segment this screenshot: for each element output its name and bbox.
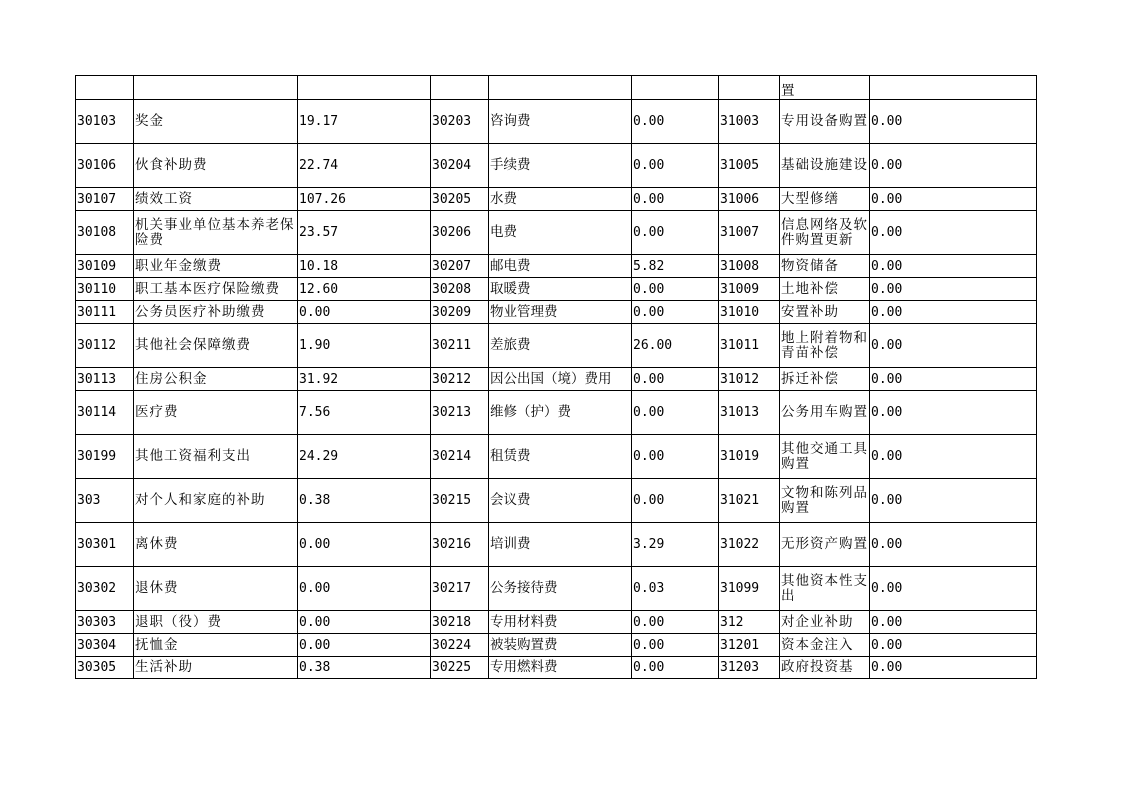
table-cell: 31005 bbox=[719, 144, 780, 188]
table-cell: 0.00 bbox=[632, 144, 719, 188]
table-cell: 其他工资福利支出 bbox=[134, 435, 298, 479]
table-cell: 其他交通工具购置 bbox=[780, 435, 870, 479]
table-cell: 30112 bbox=[76, 324, 134, 368]
table-cell: 基础设施建设 bbox=[780, 144, 870, 188]
table-cell: 30218 bbox=[431, 611, 489, 634]
table-cell: 0.00 bbox=[298, 523, 431, 567]
table-cell: 107.26 bbox=[298, 188, 431, 211]
table-cell: 10.18 bbox=[298, 255, 431, 278]
table-cell: 12.60 bbox=[298, 278, 431, 301]
table-cell: 0.00 bbox=[632, 391, 719, 435]
table-cell: 24.29 bbox=[298, 435, 431, 479]
table-cell: 安置补助 bbox=[780, 301, 870, 324]
table-cell: 31021 bbox=[719, 479, 780, 523]
table-row bbox=[76, 368, 1037, 391]
table-cell: 信息网络及软件购置更新 bbox=[780, 211, 870, 255]
table-cell: 30113 bbox=[76, 368, 134, 391]
table-row bbox=[76, 523, 1037, 567]
table-cell: 0.00 bbox=[870, 100, 1037, 144]
table-cell: 30215 bbox=[431, 479, 489, 523]
table-row bbox=[76, 301, 1037, 324]
table-body bbox=[76, 76, 1037, 679]
table-cell: 维修（护）费 bbox=[489, 391, 632, 435]
table-cell: 30208 bbox=[431, 278, 489, 301]
table-cell: 医疗费 bbox=[134, 391, 298, 435]
table-cell: 30206 bbox=[431, 211, 489, 255]
table-cell: 差旅费 bbox=[489, 324, 632, 368]
table-cell: 0.00 bbox=[870, 144, 1037, 188]
table-cell bbox=[632, 76, 719, 100]
table-cell: 公务接待费 bbox=[489, 567, 632, 611]
table-cell: 30216 bbox=[431, 523, 489, 567]
table-cell: 30225 bbox=[431, 657, 489, 679]
table-cell: 30203 bbox=[431, 100, 489, 144]
table-cell: 0.00 bbox=[870, 255, 1037, 278]
table-row bbox=[76, 144, 1037, 188]
table-cell: 地上附着物和青苗补偿 bbox=[780, 324, 870, 368]
table-cell: 公务用车购置 bbox=[780, 391, 870, 435]
table-cell: 312 bbox=[719, 611, 780, 634]
table-cell: 专用设备购置 bbox=[780, 100, 870, 144]
table-cell: 政府投资基 bbox=[780, 657, 870, 679]
table-cell: 26.00 bbox=[632, 324, 719, 368]
table-cell: 5.82 bbox=[632, 255, 719, 278]
table-cell: 30199 bbox=[76, 435, 134, 479]
table-cell: 30214 bbox=[431, 435, 489, 479]
table-cell: 0.00 bbox=[870, 657, 1037, 679]
table-cell: 伙食补助费 bbox=[134, 144, 298, 188]
table-cell: 公务员医疗补助缴费 bbox=[134, 301, 298, 324]
table-cell: 30205 bbox=[431, 188, 489, 211]
table-cell: 30224 bbox=[431, 634, 489, 657]
table-cell: 31007 bbox=[719, 211, 780, 255]
table-cell: 其他社会保障缴费 bbox=[134, 324, 298, 368]
table-row bbox=[76, 278, 1037, 301]
table-row bbox=[76, 391, 1037, 435]
table-cell: 31099 bbox=[719, 567, 780, 611]
table-cell: 31.92 bbox=[298, 368, 431, 391]
table-cell: 置 bbox=[780, 76, 870, 100]
table-cell: 抚恤金 bbox=[134, 634, 298, 657]
table-cell: 31010 bbox=[719, 301, 780, 324]
table-cell: 30103 bbox=[76, 100, 134, 144]
table-cell: 0.00 bbox=[870, 368, 1037, 391]
table-cell: 培训费 bbox=[489, 523, 632, 567]
table-cell: 0.00 bbox=[870, 567, 1037, 611]
table-cell: 0.00 bbox=[870, 611, 1037, 634]
table-cell: 31006 bbox=[719, 188, 780, 211]
table-cell: 30111 bbox=[76, 301, 134, 324]
table-cell: 30305 bbox=[76, 657, 134, 679]
table-cell: 被装购置费 bbox=[489, 634, 632, 657]
table-cell: 23.57 bbox=[298, 211, 431, 255]
table-cell: 0.00 bbox=[632, 301, 719, 324]
table-cell: 30108 bbox=[76, 211, 134, 255]
table-cell: 31012 bbox=[719, 368, 780, 391]
table-cell: 0.00 bbox=[632, 278, 719, 301]
table-cell: 0.00 bbox=[632, 435, 719, 479]
table-cell: 0.00 bbox=[870, 301, 1037, 324]
table-cell: 0.00 bbox=[632, 479, 719, 523]
table-cell: 31019 bbox=[719, 435, 780, 479]
table-cell: 离休费 bbox=[134, 523, 298, 567]
table-cell: 资本金注入 bbox=[780, 634, 870, 657]
table-cell: 30207 bbox=[431, 255, 489, 278]
table-cell: 19.17 bbox=[298, 100, 431, 144]
table-cell: 30211 bbox=[431, 324, 489, 368]
table-cell: 3.29 bbox=[632, 523, 719, 567]
table-row bbox=[76, 634, 1037, 657]
table-cell: 0.00 bbox=[632, 368, 719, 391]
table-cell: 30109 bbox=[76, 255, 134, 278]
table-cell: 7.56 bbox=[298, 391, 431, 435]
table-cell: 对个人和家庭的补助 bbox=[134, 479, 298, 523]
table-cell: 拆迁补偿 bbox=[780, 368, 870, 391]
table-cell: 对企业补助 bbox=[780, 611, 870, 634]
table-cell: 因公出国（境）费用 bbox=[489, 368, 632, 391]
table-cell: 30217 bbox=[431, 567, 489, 611]
table-cell: 专用材料费 bbox=[489, 611, 632, 634]
table-cell: 文物和陈列品购置 bbox=[780, 479, 870, 523]
table-cell: 土地补偿 bbox=[780, 278, 870, 301]
table-cell: 0.00 bbox=[298, 301, 431, 324]
table-cell: 31203 bbox=[719, 657, 780, 679]
table-cell: 0.00 bbox=[632, 211, 719, 255]
table-cell bbox=[870, 76, 1037, 100]
table-cell: 31022 bbox=[719, 523, 780, 567]
table-cell: 31009 bbox=[719, 278, 780, 301]
table-cell: 其他资本性支出 bbox=[780, 567, 870, 611]
table-cell: 取暖费 bbox=[489, 278, 632, 301]
table-cell: 会议费 bbox=[489, 479, 632, 523]
table-cell: 0.00 bbox=[870, 278, 1037, 301]
table-cell: 0.00 bbox=[870, 479, 1037, 523]
table-cell bbox=[719, 76, 780, 100]
table-cell: 30107 bbox=[76, 188, 134, 211]
table-cell: 租赁费 bbox=[489, 435, 632, 479]
table-cell: 0.00 bbox=[870, 435, 1037, 479]
table-cell: 30301 bbox=[76, 523, 134, 567]
table-cell: 30213 bbox=[431, 391, 489, 435]
table-cell: 1.90 bbox=[298, 324, 431, 368]
table-cell: 机关事业单位基本养老保险费 bbox=[134, 211, 298, 255]
table-cell bbox=[298, 76, 431, 100]
table-cell bbox=[134, 76, 298, 100]
table-cell: 0.00 bbox=[632, 100, 719, 144]
budget-expenditure-table bbox=[75, 75, 1037, 679]
table-cell: 0.00 bbox=[870, 634, 1037, 657]
table-row bbox=[76, 76, 1037, 100]
table-cell: 0.00 bbox=[298, 567, 431, 611]
table-cell: 0.00 bbox=[632, 657, 719, 679]
table-row bbox=[76, 479, 1037, 523]
table-cell: 0.00 bbox=[298, 611, 431, 634]
table-cell: 0.00 bbox=[298, 634, 431, 657]
table-cell: 邮电费 bbox=[489, 255, 632, 278]
table-cell: 无形资产购置 bbox=[780, 523, 870, 567]
table-cell bbox=[76, 76, 134, 100]
table-cell: 物业管理费 bbox=[489, 301, 632, 324]
table-cell: 31201 bbox=[719, 634, 780, 657]
table-cell: 303 bbox=[76, 479, 134, 523]
table-cell: 30304 bbox=[76, 634, 134, 657]
table-cell: 31003 bbox=[719, 100, 780, 144]
table-row bbox=[76, 435, 1037, 479]
table-cell: 0.00 bbox=[870, 391, 1037, 435]
table-cell: 0.00 bbox=[870, 523, 1037, 567]
table-cell: 绩效工资 bbox=[134, 188, 298, 211]
table-cell: 退休费 bbox=[134, 567, 298, 611]
table-cell: 手续费 bbox=[489, 144, 632, 188]
table-cell: 30303 bbox=[76, 611, 134, 634]
table-cell: 31013 bbox=[719, 391, 780, 435]
table-cell: 0.38 bbox=[298, 479, 431, 523]
table-cell: 30209 bbox=[431, 301, 489, 324]
table-cell: 住房公积金 bbox=[134, 368, 298, 391]
table-cell: 30110 bbox=[76, 278, 134, 301]
table-cell: 电费 bbox=[489, 211, 632, 255]
table-cell: 22.74 bbox=[298, 144, 431, 188]
table-cell bbox=[489, 76, 632, 100]
table-cell: 30212 bbox=[431, 368, 489, 391]
table-row bbox=[76, 100, 1037, 144]
table-cell: 31011 bbox=[719, 324, 780, 368]
table-cell: 职工基本医疗保险缴费 bbox=[134, 278, 298, 301]
table-cell: 30302 bbox=[76, 567, 134, 611]
table-cell: 咨询费 bbox=[489, 100, 632, 144]
table-row bbox=[76, 255, 1037, 278]
table-cell: 水费 bbox=[489, 188, 632, 211]
table-cell: 30106 bbox=[76, 144, 134, 188]
table-row bbox=[76, 567, 1037, 611]
table-cell: 0.03 bbox=[632, 567, 719, 611]
table-cell: 31008 bbox=[719, 255, 780, 278]
table-cell: 0.00 bbox=[870, 324, 1037, 368]
table-cell: 0.00 bbox=[632, 634, 719, 657]
table-cell: 0.00 bbox=[870, 211, 1037, 255]
table-cell: 0.00 bbox=[870, 188, 1037, 211]
table-cell: 0.00 bbox=[632, 611, 719, 634]
table-cell: 0.00 bbox=[632, 188, 719, 211]
table-cell: 奖金 bbox=[134, 100, 298, 144]
table-row bbox=[76, 324, 1037, 368]
table-row bbox=[76, 657, 1037, 679]
table-row bbox=[76, 611, 1037, 634]
table-cell: 专用燃料费 bbox=[489, 657, 632, 679]
table-row bbox=[76, 211, 1037, 255]
table-cell: 生活补助 bbox=[134, 657, 298, 679]
table-cell: 退职（役）费 bbox=[134, 611, 298, 634]
table-cell: 物资储备 bbox=[780, 255, 870, 278]
table-cell bbox=[431, 76, 489, 100]
table-cell: 0.38 bbox=[298, 657, 431, 679]
table-cell: 大型修缮 bbox=[780, 188, 870, 211]
table-cell: 职业年金缴费 bbox=[134, 255, 298, 278]
table-cell: 30114 bbox=[76, 391, 134, 435]
table-cell: 30204 bbox=[431, 144, 489, 188]
table-row bbox=[76, 188, 1037, 211]
